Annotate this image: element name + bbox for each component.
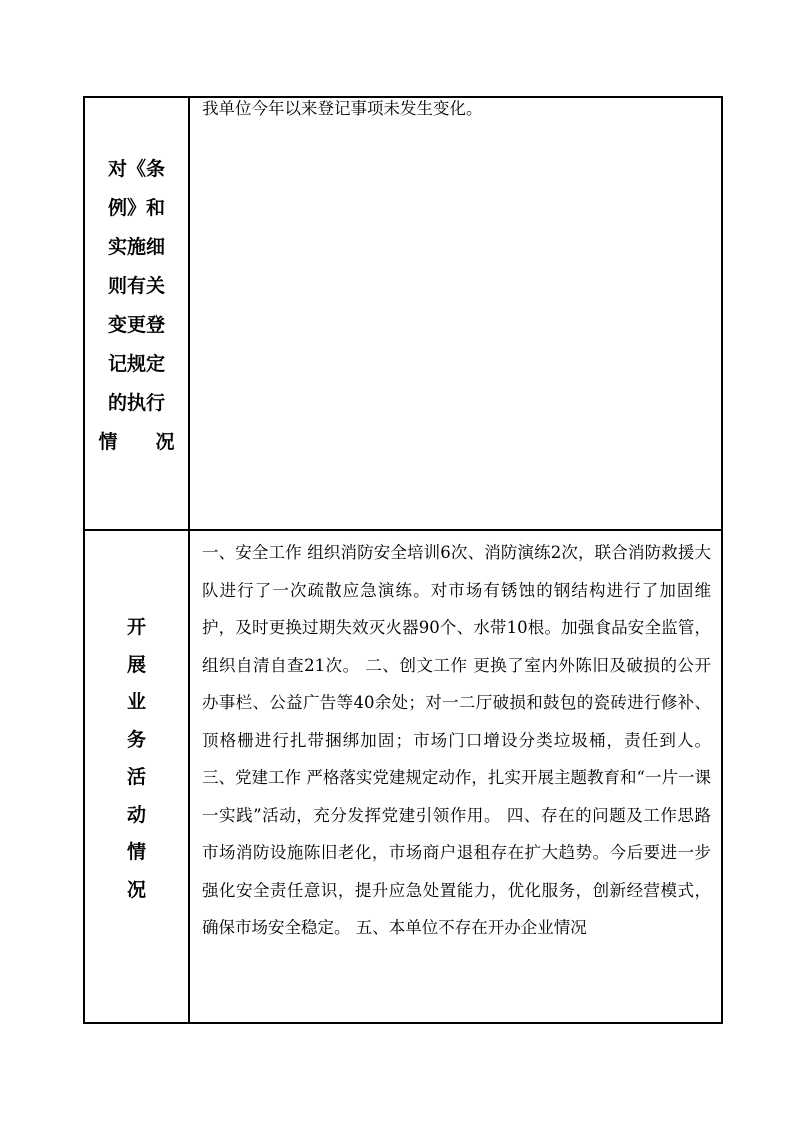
content-cell-business-activities <box>189 530 722 1023</box>
label-line: 对《条 <box>107 158 165 180</box>
label-cell-registration-changes <box>84 97 189 530</box>
business-activities-text: 一、安全工作 组织消防安全培训6次、消防演练2次，联合消防救援大队进行了一次疏散应急演练。对市场有锈蚀的钢结构进行了加固维护，及时更换过期失效灭火器90个、水带10根。加强食品安全监管，组织自清自查21次。 二、创文工作 更换了室内外陈旧及破损的公开办事栏、公益广告等40余处；对一二厅破损和鼓包的瓷砖进行修补、顶格栅进行扎带捆绑加固；市场门口增设分类垃圾桶，责任到人。 三、党建工作 严格落实党建规定动作，扎实开展主题教育和“一片一课一实践”活动，充分发挥党建引领作用。 四、存在的问题及工作思路 市场消防设施陈旧老化，市场商户退租存在扩大趋势。今后要进一步强化安全责任意识，提升应急处置能力，优化服务，创新经营模式，确保市场安全稳定。 五、本单位不存在开办企业情况 <box>202 543 711 937</box>
table-row-registration-changes <box>84 97 722 530</box>
label-line: 实施细 <box>107 236 165 258</box>
table-row-business-activities <box>84 530 722 1023</box>
content-cell-registration-changes <box>189 97 722 530</box>
label-line: 的执行 <box>107 392 165 414</box>
label-line: 记规定 <box>107 353 165 375</box>
row-label-registration-changes <box>99 150 175 462</box>
registration-changes-text: 我单位今年以来登记事项未发生变化。 <box>202 99 483 118</box>
row-label-business-activities: 开展业务活动情况 <box>126 616 146 901</box>
label-cell-business-activities <box>84 530 189 1023</box>
label-line: 例》和 <box>107 197 165 219</box>
label-line-last: 情 况 <box>98 431 175 453</box>
registration-report-table <box>83 96 723 1024</box>
label-line: 则有关 <box>107 275 165 297</box>
label-line: 变更登 <box>107 314 165 336</box>
